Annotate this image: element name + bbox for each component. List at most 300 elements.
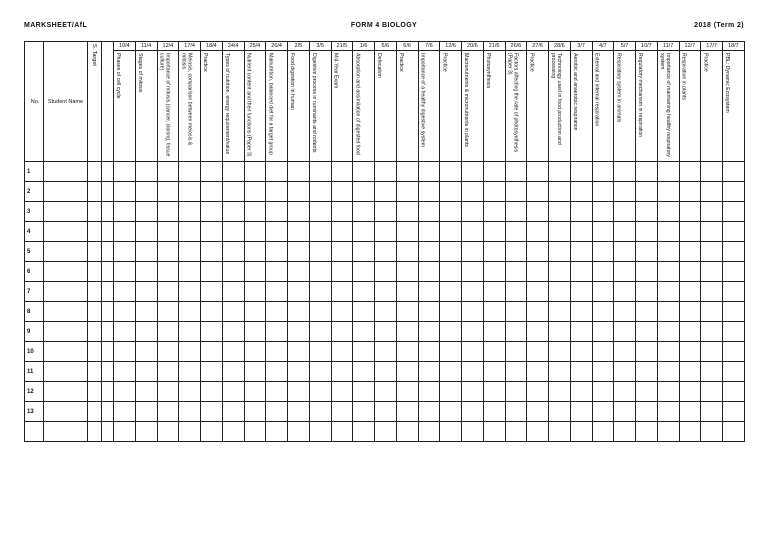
mark-cell[interactable] [679, 242, 701, 262]
mark-cell[interactable] [244, 422, 266, 442]
mark-cell[interactable] [505, 222, 527, 242]
mark-cell[interactable] [331, 422, 353, 442]
mark-cell[interactable] [614, 242, 636, 262]
mark-cell[interactable] [636, 182, 658, 202]
mark-cell[interactable] [353, 182, 375, 202]
mark-cell[interactable] [375, 262, 397, 282]
mark-cell[interactable] [570, 242, 592, 262]
mark-cell[interactable] [418, 362, 440, 382]
mark-cell[interactable] [353, 242, 375, 262]
mark-cell[interactable] [462, 362, 484, 382]
mark-cell[interactable] [592, 202, 614, 222]
mark-cell[interactable] [309, 362, 331, 382]
mark-cell[interactable] [331, 162, 353, 182]
mark-cell[interactable] [527, 202, 549, 222]
target-cell[interactable] [88, 422, 102, 442]
mark-cell[interactable] [636, 302, 658, 322]
mark-cell[interactable] [723, 222, 745, 242]
mark-cell[interactable] [657, 382, 679, 402]
mark-cell[interactable] [636, 342, 658, 362]
mark-cell[interactable] [135, 242, 157, 262]
mark-cell[interactable] [266, 302, 288, 322]
mark-cell[interactable] [592, 402, 614, 422]
mark-cell[interactable] [505, 322, 527, 342]
mark-cell[interactable] [266, 322, 288, 342]
mark-cell[interactable] [462, 242, 484, 262]
mark-cell[interactable] [375, 382, 397, 402]
mark-cell[interactable] [396, 362, 418, 382]
mark-cell[interactable] [505, 342, 527, 362]
mark-cell[interactable] [505, 402, 527, 422]
mark-cell[interactable] [266, 202, 288, 222]
mark-cell[interactable] [592, 362, 614, 382]
mark-cell[interactable] [549, 222, 571, 242]
mark-cell[interactable] [331, 402, 353, 422]
mark-cell[interactable] [331, 182, 353, 202]
student-name-cell[interactable] [44, 242, 88, 262]
mark-cell[interactable] [114, 182, 136, 202]
mark-cell[interactable] [679, 222, 701, 242]
mark-cell[interactable] [723, 382, 745, 402]
mark-cell[interactable] [157, 222, 179, 242]
mark-cell[interactable] [396, 322, 418, 342]
mark-cell[interactable] [723, 282, 745, 302]
mark-cell[interactable] [266, 402, 288, 422]
student-name-cell[interactable] [44, 162, 88, 182]
student-name-cell[interactable] [44, 282, 88, 302]
mark-cell[interactable] [570, 182, 592, 202]
mark-cell[interactable] [309, 302, 331, 322]
mark-cell[interactable] [592, 222, 614, 242]
mark-cell[interactable] [657, 402, 679, 422]
mark-cell[interactable] [549, 242, 571, 262]
mark-cell[interactable] [440, 162, 462, 182]
mark-cell[interactable] [266, 342, 288, 362]
mark-cell[interactable] [657, 362, 679, 382]
mark-cell[interactable] [505, 162, 527, 182]
student-name-cell[interactable] [44, 302, 88, 322]
mark-cell[interactable] [375, 182, 397, 202]
mark-cell[interactable] [701, 402, 723, 422]
mark-cell[interactable] [375, 242, 397, 262]
mark-cell[interactable] [723, 182, 745, 202]
mark-cell[interactable] [179, 382, 201, 402]
mark-cell[interactable] [201, 382, 223, 402]
mark-cell[interactable] [135, 342, 157, 362]
mark-cell[interactable] [157, 282, 179, 302]
mark-cell[interactable] [679, 182, 701, 202]
mark-cell[interactable] [396, 422, 418, 442]
student-name-cell[interactable] [44, 382, 88, 402]
mark-cell[interactable] [418, 342, 440, 362]
mark-cell[interactable] [353, 262, 375, 282]
mark-cell[interactable] [114, 162, 136, 182]
mark-cell[interactable] [179, 242, 201, 262]
mark-cell[interactable] [157, 422, 179, 442]
mark-cell[interactable] [657, 162, 679, 182]
mark-cell[interactable] [244, 302, 266, 322]
mark-cell[interactable] [288, 202, 310, 222]
mark-cell[interactable] [135, 302, 157, 322]
mark-cell[interactable] [418, 402, 440, 422]
mark-cell[interactable] [375, 362, 397, 382]
mark-cell[interactable] [614, 422, 636, 442]
mark-cell[interactable] [114, 242, 136, 262]
mark-cell[interactable] [549, 362, 571, 382]
mark-cell[interactable] [418, 182, 440, 202]
mark-cell[interactable] [418, 422, 440, 442]
mark-cell[interactable] [505, 302, 527, 322]
mark-cell[interactable] [201, 302, 223, 322]
mark-cell[interactable] [701, 222, 723, 242]
mark-cell[interactable] [288, 342, 310, 362]
mark-cell[interactable] [614, 262, 636, 282]
mark-cell[interactable] [636, 242, 658, 262]
mark-cell[interactable] [614, 362, 636, 382]
mark-cell[interactable] [222, 322, 244, 342]
mark-cell[interactable] [679, 302, 701, 322]
mark-cell[interactable] [418, 162, 440, 182]
mark-cell[interactable] [157, 162, 179, 182]
mark-cell[interactable] [636, 422, 658, 442]
mark-cell[interactable] [549, 162, 571, 182]
mark-cell[interactable] [157, 302, 179, 322]
mark-cell[interactable] [483, 222, 505, 242]
student-name-cell[interactable] [44, 422, 88, 442]
student-name-cell[interactable] [44, 182, 88, 202]
mark-cell[interactable] [505, 182, 527, 202]
mark-cell[interactable] [679, 382, 701, 402]
mark-cell[interactable] [201, 222, 223, 242]
mark-cell[interactable] [179, 202, 201, 222]
mark-cell[interactable] [614, 342, 636, 362]
mark-cell[interactable] [723, 242, 745, 262]
mark-cell[interactable] [375, 162, 397, 182]
mark-cell[interactable] [614, 322, 636, 342]
mark-cell[interactable] [418, 242, 440, 262]
mark-cell[interactable] [440, 402, 462, 422]
mark-cell[interactable] [549, 402, 571, 422]
mark-cell[interactable] [135, 262, 157, 282]
mark-cell[interactable] [701, 322, 723, 342]
mark-cell[interactable] [418, 382, 440, 402]
mark-cell[interactable] [114, 282, 136, 302]
mark-cell[interactable] [266, 222, 288, 242]
mark-cell[interactable] [527, 402, 549, 422]
mark-cell[interactable] [462, 302, 484, 322]
mark-cell[interactable] [527, 262, 549, 282]
mark-cell[interactable] [462, 422, 484, 442]
mark-cell[interactable] [505, 282, 527, 302]
mark-cell[interactable] [114, 362, 136, 382]
mark-cell[interactable] [309, 422, 331, 442]
target-cell[interactable] [88, 222, 102, 242]
mark-cell[interactable] [157, 362, 179, 382]
mark-cell[interactable] [244, 342, 266, 362]
mark-cell[interactable] [353, 302, 375, 322]
mark-cell[interactable] [614, 382, 636, 402]
mark-cell[interactable] [679, 322, 701, 342]
mark-cell[interactable] [309, 342, 331, 362]
mark-cell[interactable] [549, 422, 571, 442]
mark-cell[interactable] [527, 362, 549, 382]
mark-cell[interactable] [440, 302, 462, 322]
mark-cell[interactable] [418, 262, 440, 282]
mark-cell[interactable] [201, 282, 223, 302]
mark-cell[interactable] [309, 322, 331, 342]
mark-cell[interactable] [570, 162, 592, 182]
mark-cell[interactable] [396, 302, 418, 322]
mark-cell[interactable] [201, 322, 223, 342]
mark-cell[interactable] [309, 242, 331, 262]
mark-cell[interactable] [657, 422, 679, 442]
target-cell[interactable] [88, 342, 102, 362]
mark-cell[interactable] [614, 162, 636, 182]
target-cell[interactable] [88, 302, 102, 322]
mark-cell[interactable] [114, 302, 136, 322]
mark-cell[interactable] [592, 262, 614, 282]
mark-cell[interactable] [179, 362, 201, 382]
mark-cell[interactable] [462, 322, 484, 342]
mark-cell[interactable] [288, 362, 310, 382]
mark-cell[interactable] [288, 262, 310, 282]
mark-cell[interactable] [266, 282, 288, 302]
mark-cell[interactable] [244, 322, 266, 342]
mark-cell[interactable] [440, 362, 462, 382]
mark-cell[interactable] [288, 282, 310, 302]
mark-cell[interactable] [483, 262, 505, 282]
mark-cell[interactable] [418, 302, 440, 322]
mark-cell[interactable] [723, 402, 745, 422]
mark-cell[interactable] [157, 402, 179, 422]
mark-cell[interactable] [679, 202, 701, 222]
mark-cell[interactable] [222, 182, 244, 202]
mark-cell[interactable] [201, 182, 223, 202]
student-name-cell[interactable] [44, 402, 88, 422]
mark-cell[interactable] [701, 382, 723, 402]
mark-cell[interactable] [244, 382, 266, 402]
mark-cell[interactable] [679, 162, 701, 182]
mark-cell[interactable] [179, 322, 201, 342]
mark-cell[interactable] [309, 182, 331, 202]
mark-cell[interactable] [723, 302, 745, 322]
mark-cell[interactable] [592, 422, 614, 442]
mark-cell[interactable] [222, 262, 244, 282]
mark-cell[interactable] [135, 422, 157, 442]
target-cell[interactable] [88, 162, 102, 182]
mark-cell[interactable] [353, 422, 375, 442]
mark-cell[interactable] [266, 242, 288, 262]
mark-cell[interactable] [331, 262, 353, 282]
mark-cell[interactable] [396, 222, 418, 242]
mark-cell[interactable] [135, 222, 157, 242]
mark-cell[interactable] [201, 422, 223, 442]
mark-cell[interactable] [375, 342, 397, 362]
target-cell[interactable] [88, 242, 102, 262]
mark-cell[interactable] [179, 222, 201, 242]
mark-cell[interactable] [331, 222, 353, 242]
mark-cell[interactable] [440, 202, 462, 222]
mark-cell[interactable] [614, 282, 636, 302]
mark-cell[interactable] [135, 402, 157, 422]
mark-cell[interactable] [179, 162, 201, 182]
mark-cell[interactable] [331, 242, 353, 262]
mark-cell[interactable] [244, 202, 266, 222]
mark-cell[interactable] [375, 322, 397, 342]
mark-cell[interactable] [592, 302, 614, 322]
mark-cell[interactable] [527, 302, 549, 322]
mark-cell[interactable] [570, 342, 592, 362]
mark-cell[interactable] [396, 242, 418, 262]
mark-cell[interactable] [244, 162, 266, 182]
mark-cell[interactable] [701, 282, 723, 302]
mark-cell[interactable] [701, 362, 723, 382]
mark-cell[interactable] [592, 382, 614, 402]
mark-cell[interactable] [396, 382, 418, 402]
mark-cell[interactable] [701, 182, 723, 202]
mark-cell[interactable] [440, 322, 462, 342]
mark-cell[interactable] [549, 302, 571, 322]
student-name-cell[interactable] [44, 362, 88, 382]
mark-cell[interactable] [114, 262, 136, 282]
mark-cell[interactable] [592, 182, 614, 202]
mark-cell[interactable] [309, 262, 331, 282]
target-cell[interactable] [88, 402, 102, 422]
mark-cell[interactable] [549, 182, 571, 202]
mark-cell[interactable] [288, 422, 310, 442]
mark-cell[interactable] [462, 162, 484, 182]
student-name-cell[interactable] [44, 262, 88, 282]
mark-cell[interactable] [462, 342, 484, 362]
mark-cell[interactable] [288, 162, 310, 182]
mark-cell[interactable] [396, 282, 418, 302]
mark-cell[interactable] [114, 422, 136, 442]
student-name-cell[interactable] [44, 322, 88, 342]
mark-cell[interactable] [222, 342, 244, 362]
mark-cell[interactable] [723, 342, 745, 362]
mark-cell[interactable] [614, 222, 636, 242]
mark-cell[interactable] [483, 302, 505, 322]
mark-cell[interactable] [331, 282, 353, 302]
mark-cell[interactable] [135, 362, 157, 382]
mark-cell[interactable] [157, 342, 179, 362]
mark-cell[interactable] [396, 342, 418, 362]
mark-cell[interactable] [244, 222, 266, 242]
mark-cell[interactable] [244, 262, 266, 282]
target-cell[interactable] [88, 322, 102, 342]
mark-cell[interactable] [549, 262, 571, 282]
mark-cell[interactable] [527, 342, 549, 362]
mark-cell[interactable] [201, 242, 223, 262]
mark-cell[interactable] [657, 262, 679, 282]
mark-cell[interactable] [462, 282, 484, 302]
mark-cell[interactable] [614, 182, 636, 202]
mark-cell[interactable] [440, 342, 462, 362]
mark-cell[interactable] [570, 362, 592, 382]
mark-cell[interactable] [418, 322, 440, 342]
target-cell[interactable] [88, 262, 102, 282]
mark-cell[interactable] [483, 182, 505, 202]
target-cell[interactable] [88, 362, 102, 382]
mark-cell[interactable] [396, 162, 418, 182]
mark-cell[interactable] [657, 242, 679, 262]
student-name-cell[interactable] [44, 342, 88, 362]
mark-cell[interactable] [462, 182, 484, 202]
target-cell[interactable] [88, 282, 102, 302]
mark-cell[interactable] [440, 282, 462, 302]
mark-cell[interactable] [288, 402, 310, 422]
mark-cell[interactable] [549, 202, 571, 222]
mark-cell[interactable] [679, 402, 701, 422]
mark-cell[interactable] [331, 382, 353, 402]
mark-cell[interactable] [309, 402, 331, 422]
mark-cell[interactable] [527, 162, 549, 182]
target-cell[interactable] [88, 202, 102, 222]
mark-cell[interactable] [222, 282, 244, 302]
mark-cell[interactable] [157, 322, 179, 342]
mark-cell[interactable] [288, 382, 310, 402]
mark-cell[interactable] [114, 222, 136, 242]
mark-cell[interactable] [288, 302, 310, 322]
mark-cell[interactable] [701, 262, 723, 282]
mark-cell[interactable] [396, 182, 418, 202]
mark-cell[interactable] [266, 382, 288, 402]
mark-cell[interactable] [244, 362, 266, 382]
mark-cell[interactable] [114, 342, 136, 362]
mark-cell[interactable] [636, 382, 658, 402]
mark-cell[interactable] [723, 422, 745, 442]
mark-cell[interactable] [353, 322, 375, 342]
mark-cell[interactable] [157, 262, 179, 282]
mark-cell[interactable] [375, 302, 397, 322]
mark-cell[interactable] [440, 262, 462, 282]
mark-cell[interactable] [592, 242, 614, 262]
mark-cell[interactable] [266, 162, 288, 182]
mark-cell[interactable] [201, 162, 223, 182]
mark-cell[interactable] [309, 282, 331, 302]
mark-cell[interactable] [570, 322, 592, 342]
mark-cell[interactable] [396, 262, 418, 282]
mark-cell[interactable] [309, 222, 331, 242]
mark-cell[interactable] [201, 262, 223, 282]
mark-cell[interactable] [505, 382, 527, 402]
target-cell[interactable] [88, 382, 102, 402]
mark-cell[interactable] [462, 222, 484, 242]
mark-cell[interactable] [614, 202, 636, 222]
mark-cell[interactable] [157, 182, 179, 202]
mark-cell[interactable] [483, 342, 505, 362]
mark-cell[interactable] [266, 422, 288, 442]
mark-cell[interactable] [157, 202, 179, 222]
mark-cell[interactable] [483, 382, 505, 402]
student-name-cell[interactable] [44, 202, 88, 222]
mark-cell[interactable] [679, 342, 701, 362]
mark-cell[interactable] [636, 202, 658, 222]
mark-cell[interactable] [418, 282, 440, 302]
mark-cell[interactable] [657, 222, 679, 242]
mark-cell[interactable] [505, 422, 527, 442]
mark-cell[interactable] [570, 302, 592, 322]
mark-cell[interactable] [570, 422, 592, 442]
mark-cell[interactable] [375, 422, 397, 442]
mark-cell[interactable] [222, 302, 244, 322]
mark-cell[interactable] [723, 162, 745, 182]
mark-cell[interactable] [505, 362, 527, 382]
mark-cell[interactable] [636, 402, 658, 422]
mark-cell[interactable] [549, 322, 571, 342]
mark-cell[interactable] [462, 382, 484, 402]
mark-cell[interactable] [331, 362, 353, 382]
